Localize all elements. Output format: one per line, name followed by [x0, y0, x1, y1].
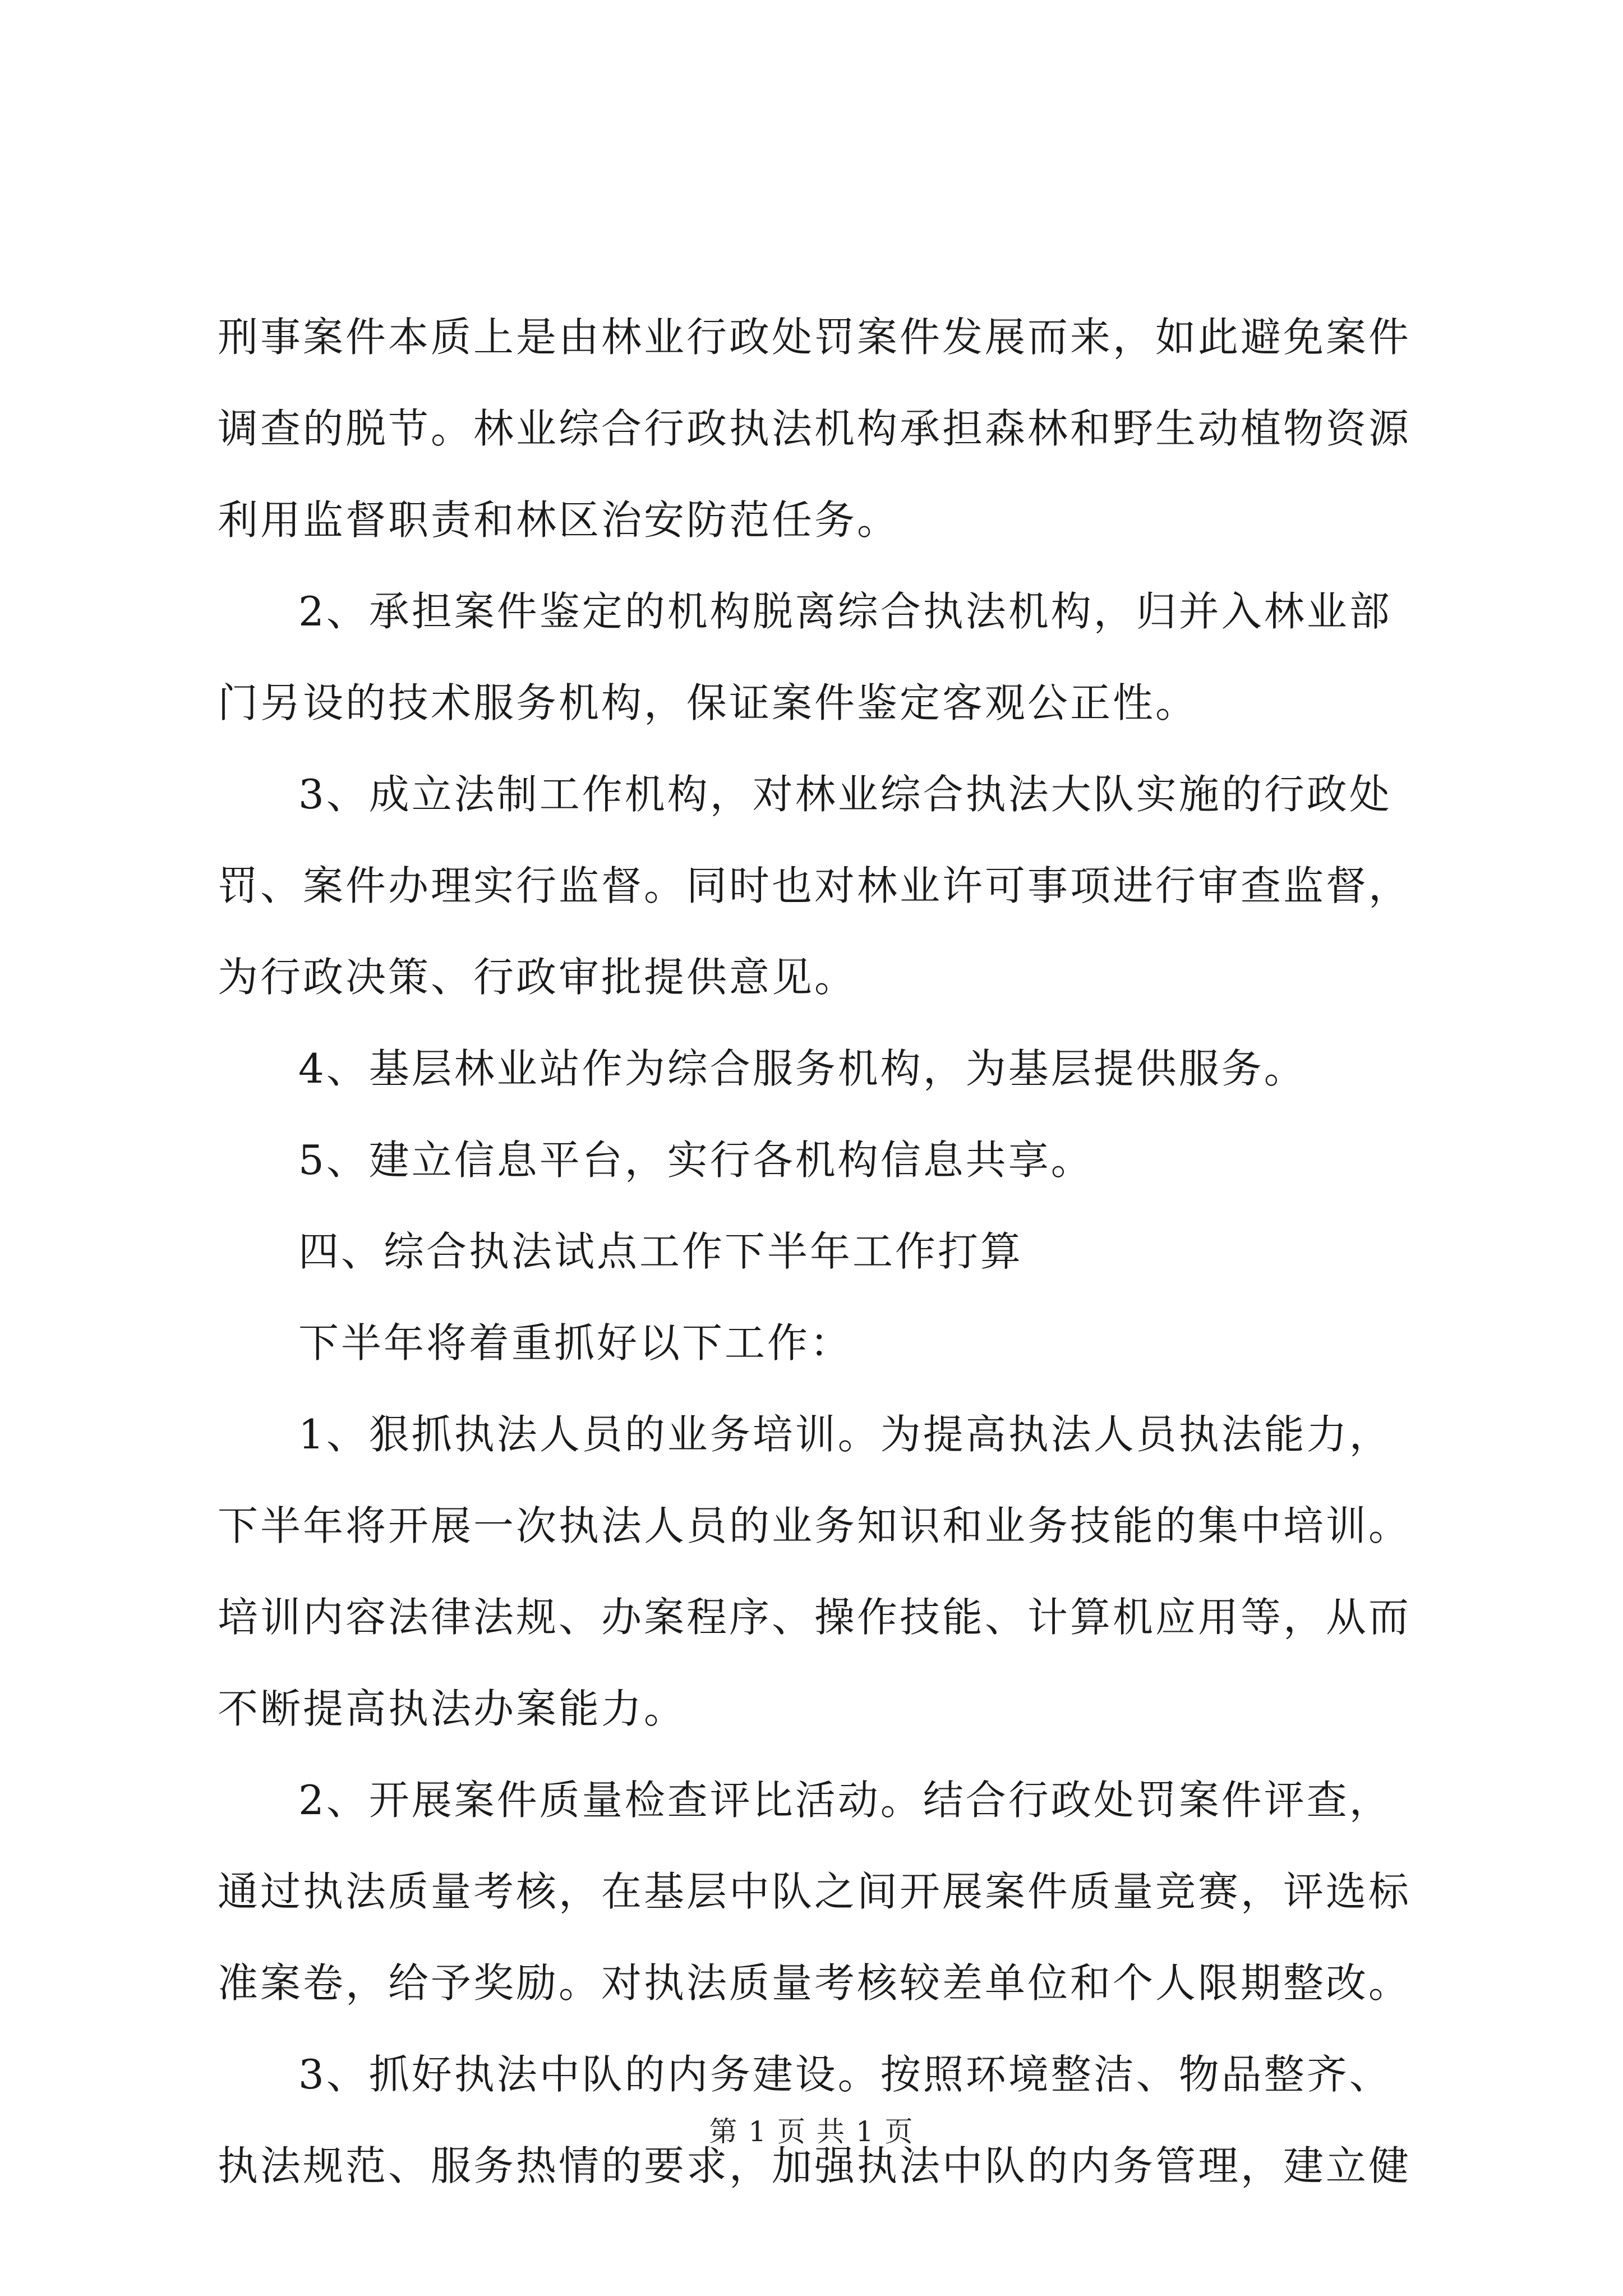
- text-line: 通过执法质量考核，在基层中队之间开展案件质量竞赛，评选标: [218, 1868, 1412, 1915]
- text-line: 3、抓好执法中队的内务建设。按照环境整洁、物品整齐、: [298, 2051, 1392, 2098]
- section-heading: 四、综合执法试点工作下半年工作打算: [298, 1228, 1023, 1275]
- text-line: 下半年将开展一次执法人员的业务知识和业务技能的集中培训。: [218, 1502, 1412, 1549]
- text-line: 2、开展案件质量检查评比活动。结合行政处罚案件评查，: [298, 1777, 1392, 1824]
- page-number-footer: 第 1 页 共 1 页: [709, 2115, 914, 2148]
- text-line: 5、建立信息平台，实行各机构信息共享。: [298, 1137, 1094, 1184]
- text-line: 1、狠抓执法人员的业务培训。为提高执法人员执法能力，: [298, 1411, 1392, 1458]
- text-line: 2、承担案件鉴定的机构脱离综合执法机构，归并入林业部: [298, 588, 1392, 635]
- text-line: 准案卷，给予奖励。对执法质量考核较差单位和个人限期整改。: [218, 1959, 1412, 2007]
- text-line: 调查的脱节。林业综合行政执法机构承担森林和野生动植物资源: [218, 405, 1412, 452]
- text-line: 门另设的技术服务机构，保证案件鉴定客观公正性。: [218, 679, 1198, 726]
- text-line: 利用监督职责和林区治安防范任务。: [218, 496, 900, 544]
- text-line: 下半年将着重抓好以下工作：: [298, 1319, 853, 1366]
- text-line: 刑事案件本质上是由林业行政处罚案件发展而来，如此避免案件: [218, 314, 1412, 361]
- text-line: 4、基层林业站作为综合服务机构，为基层提供服务。: [298, 1045, 1307, 1092]
- text-line: 为行政决策、行政审批提供意见。: [218, 954, 857, 1001]
- text-line: 罚、案件办理实行监督。同时也对林业许可事项进行审查监督，: [218, 862, 1412, 909]
- text-line: 不断提高执法办案能力。: [218, 1685, 687, 1732]
- body-text: [218, 292, 1423, 2212]
- text-line: 执法规范、服务热情的要求，加强执法中队的内务管理，建立健: [218, 2142, 1412, 2189]
- text-line: 培训内容法律法规、办案程序、操作技能、计算机应用等，从而: [218, 1594, 1412, 1641]
- text-line: 3、成立法制工作机构，对林业综合执法大队实施的行政处: [298, 771, 1392, 818]
